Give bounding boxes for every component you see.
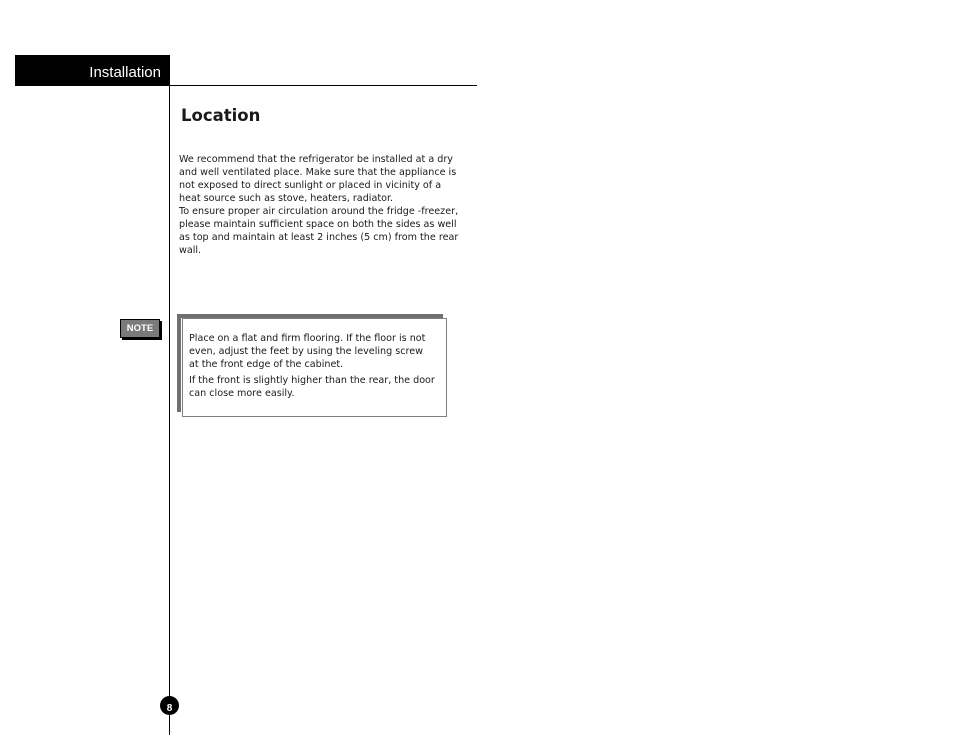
note-badge-label: NOTE (126, 323, 154, 334)
note-box-shadow-left (177, 314, 181, 412)
note-paragraph-1: Place on a flat and firm flooring. If the floor is not even, adjust the feet by using the leveling screw at the front edge of the cabinet. (189, 333, 426, 370)
page-spine-line (169, 55, 170, 735)
page-number-badge (160, 696, 179, 715)
section-label: Installation (89, 64, 161, 81)
section-tab (15, 55, 170, 86)
note-badge (120, 319, 160, 338)
page-number: 8 (166, 703, 173, 714)
body-paragraph: We recommend that the refrigerator be installed at a dry and well ventilated place. Make sure that the appliance is not exposed to direct sunlight or placed in vicinity of a heat source such as stove, heaters, radiator. To ensure proper air circulation around the fridge -freezer, please maintain sufficient space on both the sides as well as top and maintain at least 2 inches (5 cm) from the rear wall. (179, 154, 459, 256)
note-paragraph-2: If the front is slightly higher than the rear, the door can close more easily. (189, 375, 435, 399)
page-title: Location (181, 106, 261, 125)
header-rule (170, 85, 477, 86)
